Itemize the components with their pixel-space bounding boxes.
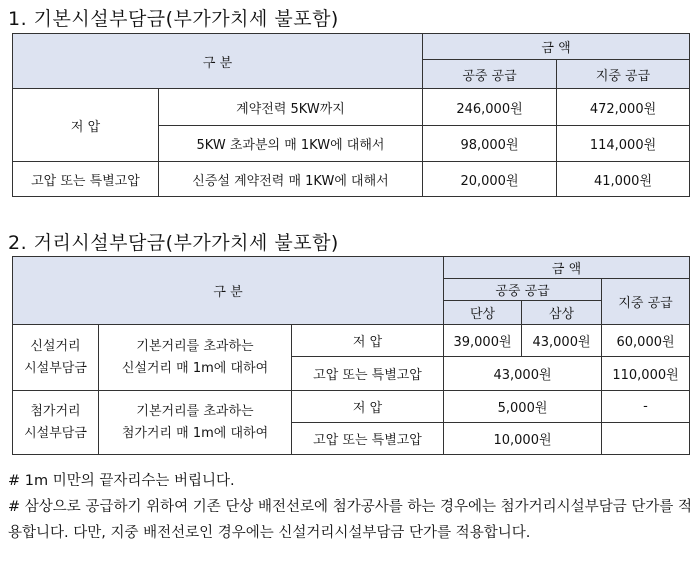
voltage-high: 고압 또는 특별고압 (292, 423, 444, 455)
underground-value: 60,000원 (602, 325, 690, 357)
header-gubun: 구 분 (13, 257, 444, 325)
header-underground-supply: 지중 공급 (602, 279, 690, 325)
row-public-value: 20,000원 (423, 162, 557, 197)
group-name-line: 신설거리 (30, 338, 81, 354)
three-phase-value: 43,000원 (522, 325, 602, 357)
header-gubun: 구 분 (13, 34, 423, 89)
voltage-high: 고압 또는 특별고압 (292, 357, 444, 391)
footnote: # 1m 미만의 끝자리수는 버립니다. (8, 473, 235, 489)
header-amount: 금 액 (423, 34, 690, 60)
group-desc-added-distance (99, 391, 292, 455)
group-desc-new-distance (99, 325, 292, 391)
table-row (13, 325, 690, 357)
underground-value: 110,000원 (602, 357, 690, 391)
row-underground-value: 114,000원 (557, 126, 690, 162)
group-name-added-distance (13, 391, 99, 455)
group-desc-line: 기본거리를 초과하는 (136, 338, 254, 354)
basic-facility-fee-table (12, 33, 690, 197)
public-supply-value: 5,000원 (444, 391, 602, 423)
voltage-low: 저 압 (292, 391, 444, 423)
table-row (13, 89, 690, 126)
group-name-line: 시설부담금 (24, 425, 87, 441)
header-public-supply: 공중 공급 (423, 60, 557, 89)
row-desc: 신증설 계약전력 매 1KW에 대해서 (159, 162, 423, 197)
category-low-voltage: 저 압 (13, 89, 159, 162)
category-high-voltage: 고압 또는 특별고압 (13, 162, 159, 197)
public-supply-value: 43,000원 (444, 357, 602, 391)
section2-title: 2. 거리시설부담금(부가가치세 불포함) (8, 232, 339, 254)
header-single-phase: 단상 (444, 301, 522, 325)
row-underground-value: 472,000원 (557, 89, 690, 126)
row-desc: 계약전력 5KW까지 (159, 89, 423, 126)
row-underground-value: 41,000원 (557, 162, 690, 197)
header-underground-supply: 지중 공급 (557, 60, 690, 89)
group-name-line: 시설부담금 (24, 360, 87, 376)
header-public-supply: 공중 공급 (444, 279, 602, 301)
group-desc-line: 첨가거리 매 1m에 대하여 (121, 425, 269, 441)
row-public-value: 246,000원 (423, 89, 557, 126)
footnote: # 삼상으로 공급하기 위하여 기존 단상 배전선로에 첨가공사를 하는 경우에는 첨가거리시설부담금 단가를 적용합니다. 다만, 지중 배전선로인 경우에는 신설거리시설부담금 단가를 적용합니다. (8, 499, 692, 541)
underground-value: - (602, 391, 690, 423)
voltage-low: 저 압 (292, 325, 444, 357)
header-three-phase: 삼상 (522, 301, 602, 325)
section1-title: 1. 기본시설부담금(부가가치세 불포함) (8, 8, 339, 30)
public-supply-value: 10,000원 (444, 423, 602, 455)
row-public-value: 98,000원 (423, 126, 557, 162)
group-desc-line: 기본거리를 초과하는 (136, 403, 254, 419)
footnotes (8, 468, 692, 546)
single-phase-value: 39,000원 (444, 325, 522, 357)
group-desc-line: 신설거리 매 1m에 대하여 (121, 360, 269, 376)
table-row (13, 162, 690, 197)
group-name-new-distance (13, 325, 99, 391)
distance-facility-fee-table (12, 256, 690, 455)
group-name-line: 첨가거리 (30, 403, 81, 419)
row-desc: 5KW 초과분의 매 1KW에 대해서 (159, 126, 423, 162)
header-amount: 금 액 (444, 257, 690, 279)
underground-value (602, 423, 690, 455)
table-row (13, 391, 690, 423)
